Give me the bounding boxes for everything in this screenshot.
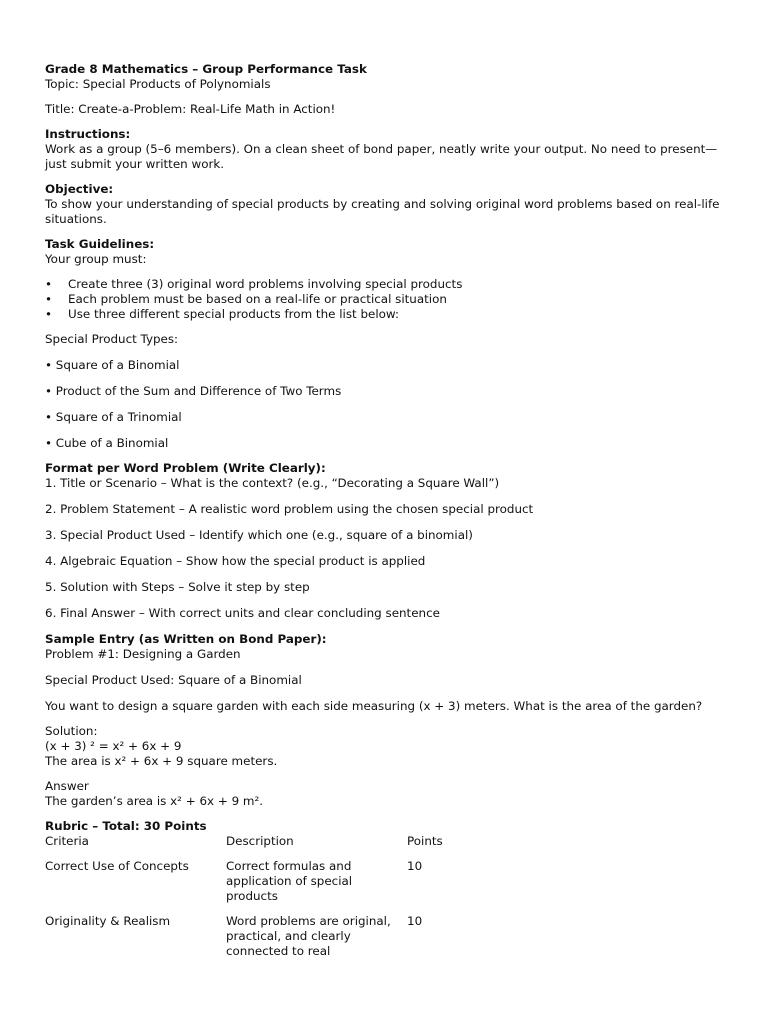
guidelines-intro: Your group must: — [45, 252, 147, 266]
instructions-text: Work as a group (5–6 members). On a clean sheet of bond paper, neatly write your output. No need to present—just submit your written work. — [45, 142, 718, 171]
guidelines-list — [45, 277, 735, 322]
sample-statement: You want to design a square garden with each side measuring (x + 3) meters. What is the area of the garden? — [45, 699, 703, 713]
sample-product-used: Special Product Used: Square of a Binomial — [45, 673, 302, 687]
table-row — [45, 859, 735, 904]
rubric-column-header: Points — [407, 834, 443, 848]
topic-line: Topic: Special Products of Polynomials — [45, 77, 271, 91]
list-item — [45, 277, 735, 292]
sample-problem: Problem #1: Designing a Garden — [45, 647, 241, 661]
types-heading: Special Product Types: — [45, 332, 179, 346]
rubric-heading: Rubric – Total: 30 Points — [45, 819, 207, 833]
rubric-column-header: Criteria — [45, 834, 89, 848]
format-item: 6. Final Answer – With correct units and clear concluding sentence — [45, 606, 440, 620]
solution-equation: (x + 3) ² = x² + 6x + 9 — [45, 739, 182, 753]
rubric-header-row — [45, 834, 735, 849]
list-item — [45, 307, 735, 322]
guideline-text: Create three (3) original word problems involving special products — [68, 277, 463, 291]
rubric-criteria: Originality & Realism — [45, 914, 171, 928]
format-item: 3. Special Product Used – Identify which one (e.g., square of a binomial) — [45, 528, 473, 542]
type-item: • Square of a Binomial — [45, 358, 180, 372]
guideline-text: Each problem must be based on a real-life or practical situation — [68, 292, 447, 306]
document-page — [45, 62, 735, 959]
format-item: 5. Solution with Steps – Solve it step by step — [45, 580, 310, 594]
rubric-description: Correct formulas and application of special products — [226, 859, 353, 903]
type-item: • Product of the Sum and Difference of Two Terms — [45, 384, 342, 398]
guidelines-heading: Task Guidelines: — [45, 237, 155, 251]
objective-text: To show your understanding of special products by creating and solving original word problems based on real-life situations. — [45, 197, 720, 226]
bullet-icon: • — [45, 277, 53, 291]
table-row — [45, 914, 735, 959]
document-title: Grade 8 Mathematics – Group Performance Task — [45, 62, 367, 76]
answer-label: Answer — [45, 779, 89, 793]
bullet-icon: • — [45, 307, 53, 321]
list-item — [45, 292, 735, 307]
solution-area-line: The area is x² + 6x + 9 square meters. — [45, 754, 278, 768]
objective-heading: Objective: — [45, 182, 114, 196]
rubric-points: 10 — [407, 859, 423, 873]
rubric-criteria: Correct Use of Concepts — [45, 859, 189, 873]
rubric-description: Word problems are original, practical, and clearly connected to real — [226, 914, 391, 958]
guideline-text: Use three different special products from the list below: — [68, 307, 399, 321]
type-item: • Square of a Trinomial — [45, 410, 182, 424]
solution-label: Solution: — [45, 724, 98, 738]
format-item: 1. Title or Scenario – What is the context? (e.g., “Decorating a Square Wall”) — [45, 476, 500, 490]
instructions-heading: Instructions: — [45, 127, 131, 141]
format-heading: Format per Word Problem (Write Clearly): — [45, 461, 326, 475]
format-item: 2. Problem Statement – A realistic word problem using the chosen special product — [45, 502, 534, 516]
answer-text: The garden’s area is x² + 6x + 9 m². — [45, 794, 264, 808]
format-item: 4. Algebraic Equation – Show how the special product is applied — [45, 554, 426, 568]
bullet-icon: • — [45, 292, 53, 306]
rubric-points: 10 — [407, 914, 423, 928]
sample-heading: Sample Entry (as Written on Bond Paper): — [45, 632, 327, 646]
type-item: • Cube of a Binomial — [45, 436, 169, 450]
rubric-column-header: Description — [226, 834, 294, 848]
task-title: Title: Create-a-Problem: Real-Life Math in Action! — [45, 102, 336, 116]
